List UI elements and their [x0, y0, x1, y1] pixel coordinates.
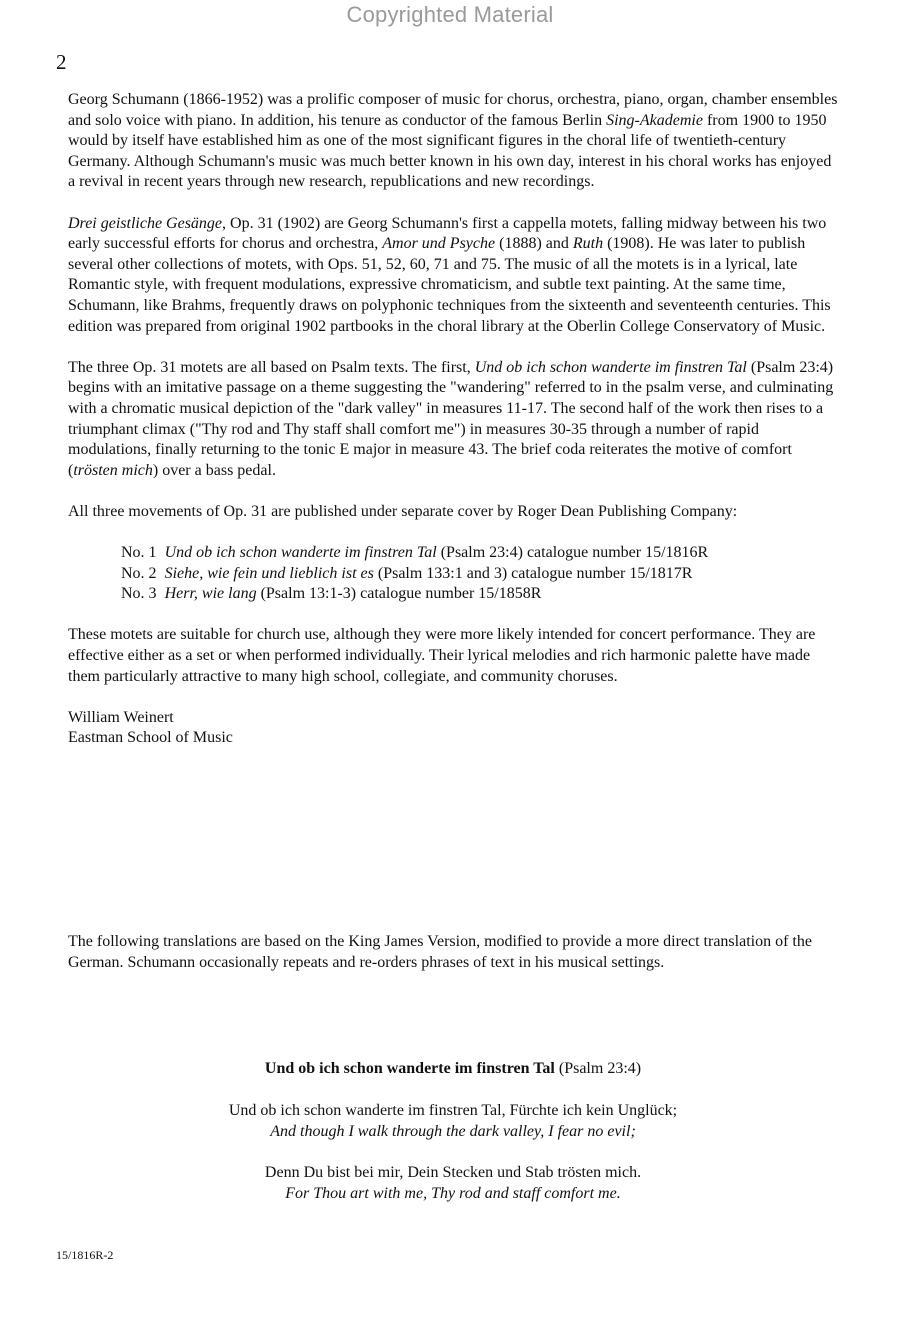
signature	[68, 708, 838, 749]
catalogue-no: No. 3	[121, 585, 157, 603]
verse-german: Denn Du bist bei mir, Dein Stecken und Stab trösten mich.	[264, 1164, 642, 1181]
intro-paragraph-2	[68, 214, 838, 338]
catalogue-list	[68, 543, 838, 605]
list-item	[121, 543, 838, 564]
text-run: (1908). He was later to publish several other collections of motets, with Ops. 51, 52, 60, 71 and 75. The music of all the motets is in a lyrical, late Romantic style, with frequent modulations, expressive chromaticism, and subtle text painting. At the same time, Schumann, like Brahms, frequently draws on polyphonic techniques from the sixteenth and seventeenth centuries. This edition was prepared from original 1902 partbooks in the choral library at the Oberlin College Conservatory of Music.	[68, 235, 831, 335]
verse	[68, 1162, 838, 1204]
verse	[68, 1100, 838, 1142]
intro-paragraph-5: These motets are suitable for church use, although they were more likely intended for concert performance. They are effective either as a set or when performed individually. Their lyrical melodies and rich harmonic palette have made them particularly attractive to many high school, collegiate, and community choruses.	[68, 626, 816, 685]
text-run: ) over a bass pedal.	[152, 461, 276, 479]
catalogue-title: Und ob ich schon wanderte im finstren Tal	[164, 544, 437, 562]
italic-title: Amor und Psyche	[382, 235, 496, 253]
catalogue-details: (Psalm 133:1 and 3) catalogue number 15/1817R	[373, 564, 693, 582]
catalogue-title: Siehe, wie fein und lieblich ist es	[164, 564, 374, 582]
translations-intro: The following translations are based on the King James Version, modified to provide a more direct translation of the German. Schumann occasionally repeats and re-orders phrases of text in his musical settings.	[68, 933, 812, 971]
text-run: All three movements of Op. 31 are published under separate cover by Roger Dean Publishing Company:	[68, 502, 738, 520]
catalogue-no: No. 2	[121, 564, 157, 582]
psalm-heading	[68, 1058, 838, 1079]
verse-english: And though I walk through the dark valley, I fear no evil;	[270, 1123, 636, 1140]
verse-german: Und ob ich schon wanderte im finstren Tal, Fürchte ich kein Unglück;	[228, 1102, 678, 1119]
italic-title: Und ob ich schon wanderte im finstren Tal	[474, 358, 747, 376]
text-run: , Op. 31 (1902) are Georg Schumann's first a cappella motets, falling midway between his two early successful efforts for chorus and orchestra,	[68, 214, 827, 253]
list-item	[121, 584, 838, 605]
signature-affiliation: Eastman School of Music	[68, 729, 233, 747]
text-run: (1888) and	[495, 235, 573, 253]
italic-title: Ruth	[572, 235, 604, 253]
catalogue-details: (Psalm 23:4) catalogue number 15/1816R	[436, 544, 709, 562]
intro-paragraph-1	[68, 90, 838, 193]
italic-title: Drei geistliche Gesänge	[68, 214, 223, 232]
catalogue-details: (Psalm 13:1-3) catalogue number 15/1858R	[256, 585, 542, 603]
page-number: 2	[56, 50, 67, 74]
psalm-title: Und ob ich schon wanderte im finstren Tal	[264, 1060, 555, 1077]
footer-catalogue-code: 15/1816R-2	[56, 1248, 114, 1262]
text-run: (Psalm 23:4) begins with an imitative passage on a theme suggesting the "wandering" referred to in the psalm verse, and culminating with a chromatic musical depiction of the "dark valley" in measures 11-17. The second half of the work then rises to a triumphant climax ("Thy rod and Thy staff shall comfort me") in measures 30-35 through a number of rapid modulations, finally returning to the tonic E major in measure 43. The brief coda reiterates the motive of comfort (	[68, 358, 834, 479]
list-item	[121, 564, 838, 585]
catalogue-no: No. 1	[121, 544, 157, 562]
italic-title: Sing-Akademie	[606, 111, 703, 129]
psalm-translation	[68, 1058, 838, 1224]
text-run: The three Op. 31 motets are all based on Psalm texts. The first,	[68, 358, 475, 376]
text-run: from 1900 to 1950 would by itself have established him as one of the most significant figures in the choral life of twentieth-century Germany. Although Schumann's music was much better known in his own day, interest in his choral works has enjoyed a revival in recent years through new research, republications and new recordings.	[68, 111, 832, 191]
intro-paragraph-3	[68, 358, 838, 482]
signature-name: William Weinert	[68, 708, 174, 726]
italic-title: trösten mich	[73, 461, 153, 479]
psalm-reference: (Psalm 23:4)	[554, 1060, 642, 1077]
copyright-watermark: Copyrighted Material	[346, 2, 554, 27]
catalogue-title: Herr, wie lang	[164, 585, 257, 603]
intro-paragraph-4	[68, 502, 838, 523]
introduction-text	[68, 90, 838, 749]
text-run: Georg Schumann (1866-1952) was a prolific composer of music for chorus, orchestra, piano, organ, chamber ensembles and solo voice with piano. In addition, his tenure as conductor of the famous Berlin	[68, 91, 838, 129]
verse-english: For Thou art with me, Thy rod and staff comfort me.	[285, 1185, 621, 1202]
